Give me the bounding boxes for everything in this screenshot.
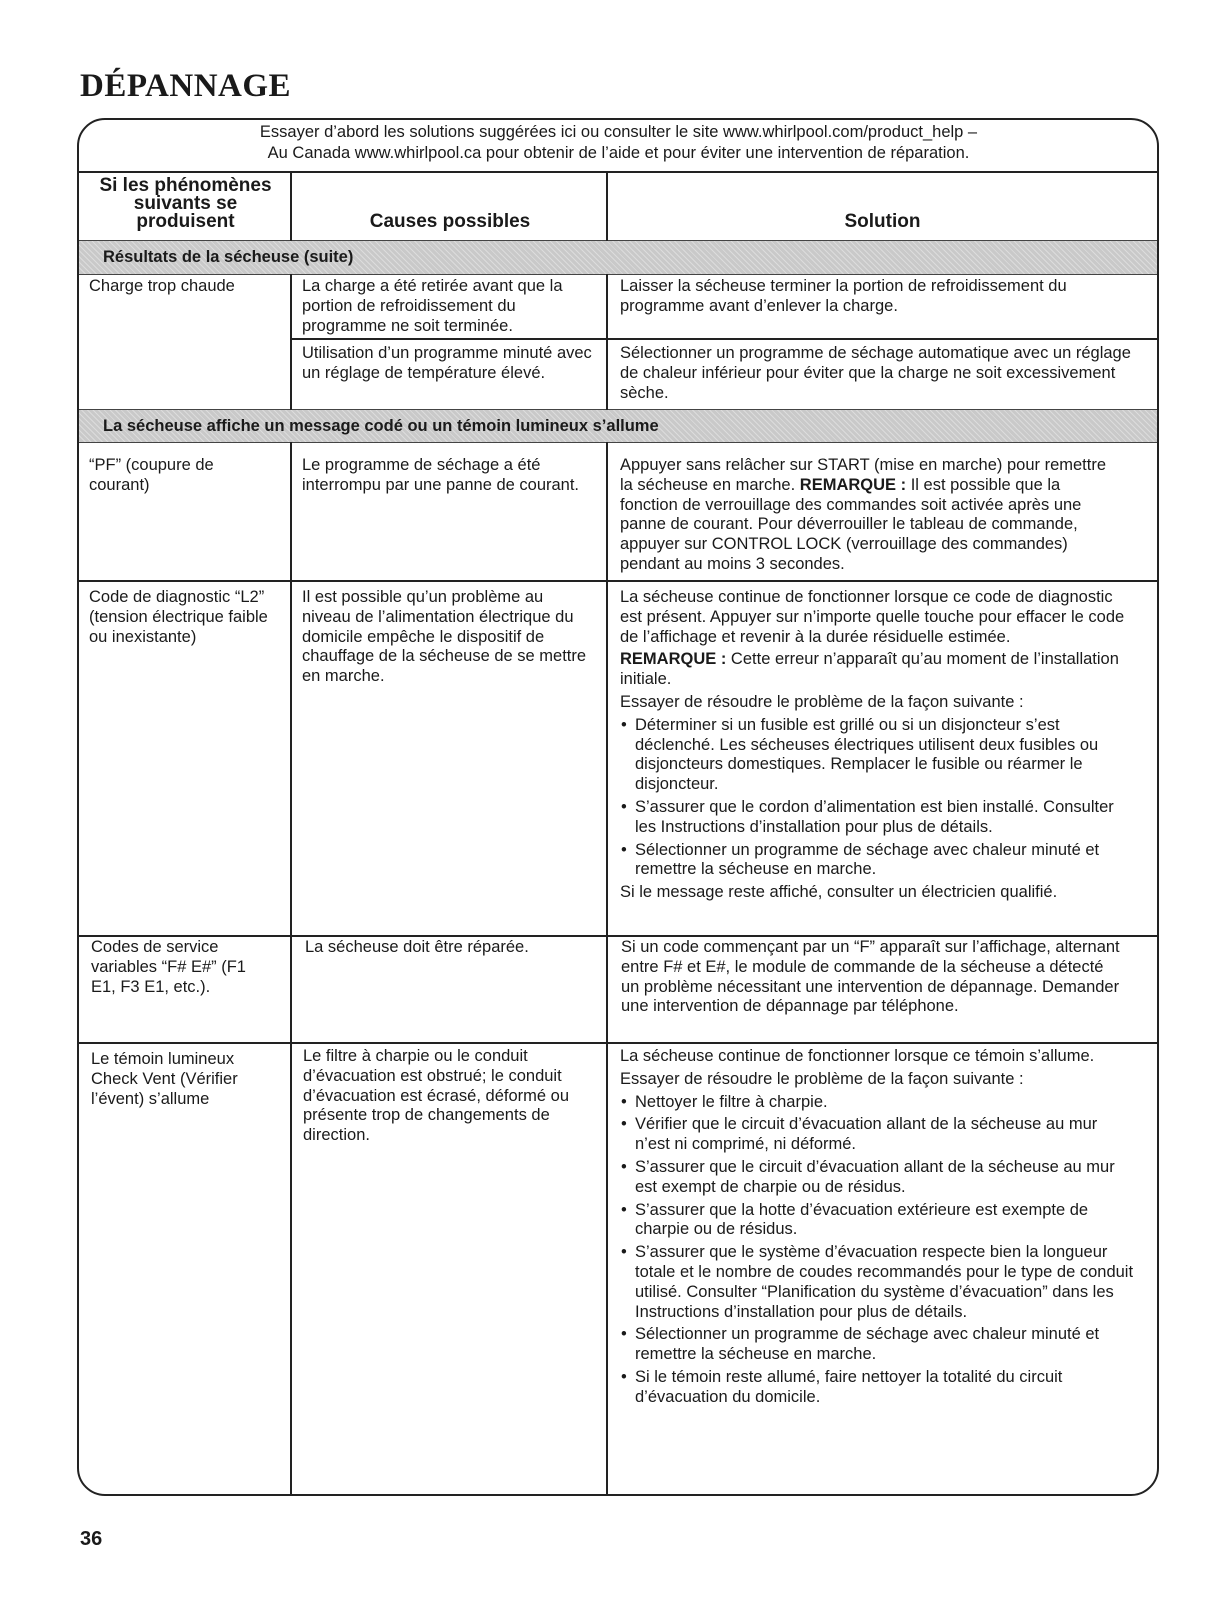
list-item: • Si le témoin reste allumé, faire nettoyer la totalité du circuit d’évacuation du domicile.	[620, 1368, 1135, 1408]
section-band	[79, 240, 1157, 275]
section-title: Résultats de la sécheuse (suite)	[103, 248, 354, 266]
solution-cell	[620, 456, 1120, 575]
cause-cell: Le programme de séchage a été interrompu par une panne de courant.	[302, 456, 580, 494]
remark-text: Cette erreur n’apparaît qu’au moment de l’installation initiale.	[620, 650, 1119, 689]
solution-cell	[620, 588, 1130, 906]
cause-cell: La sécheuse doit être réparée.	[305, 938, 529, 956]
page-title: DÉPANNAGE	[80, 68, 292, 104]
cause-cell: Le filtre à charpie ou le conduit d’évacuation est obstrué; le conduit d’évacuation est écrasé, déformé ou présente trop de changements de direction.	[303, 1047, 569, 1145]
problem-cell: Codes de service variables “F# E#” (F1 E1, F3 E1, etc.).	[91, 938, 246, 996]
header-col-problem-line: produisent	[136, 211, 235, 232]
header-col-solution: Solution	[844, 211, 921, 232]
problem-cell: Le témoin lumineux Check Vent (Vérifier l’évent) s’allume	[91, 1050, 238, 1108]
header-col-causes: Causes possibles	[369, 211, 531, 232]
solution-text: Il est possible que la fonction de verrouillage des commandes soit activée après une panne de courant. Pour déverrouiller le tableau de commande, appuyer sur CONTROL LOCK (verrouillage des commandes) pendant au moins 3 secondes.	[620, 475, 1082, 573]
list-item: • S’assurer que le circuit d’évacuation allant de la sécheuse au mur est exempt de charpie ou de résidus.	[620, 1158, 1135, 1198]
column-divider	[290, 171, 292, 241]
header-col-problem	[80, 177, 291, 231]
remark-label: REMARQUE :	[799, 475, 907, 494]
solution-cell: Sélectionner un programme de séchage automatique avec un réglage de chaleur inférieur pour éviter que la charge ne soit excessivement sèche.	[620, 344, 1131, 402]
intro-line-1: Essayer d’abord les solutions suggérées ici ou consulter le site www.whirlpool.com/product_help –	[259, 123, 978, 141]
column-divider	[606, 442, 608, 1495]
list-item: • S’assurer que le système d’évacuation respecte bien la longueur totale et le nombre de coudes recommandés pour le type de conduit utilisé. Consulter “Planification du système d’évacuation” dans les Instructions d’installation pour plus de détails.	[620, 1243, 1135, 1322]
solution-bullet-list	[620, 716, 1130, 880]
row-divider	[79, 1042, 1157, 1044]
row-divider	[79, 580, 1157, 582]
solution-cell: Laisser la sécheuse terminer la portion de refroidissement du programme avant d’enlever la charge.	[620, 277, 1067, 315]
column-divider	[606, 274, 608, 410]
list-item: • Déterminer si un fusible est grillé ou si un disjoncteur s’est déclenché. Les sécheuses électriques utilisent deux fusibles ou disjoncteurs domestiques. Remplacer le fusible ou réarmer le disjoncteur.	[620, 716, 1130, 795]
solution-cell	[620, 1047, 1135, 1411]
column-divider	[290, 274, 292, 410]
solution-paragraph: La sécheuse continue de fonctionner lorsque ce témoin s’allume.	[620, 1047, 1095, 1065]
solution-paragraph: Essayer de résoudre le problème de la façon suivante :	[620, 1069, 1024, 1088]
solution-paragraph: La sécheuse continue de fonctionner lorsque ce code de diagnostic est présent. Appuyer sur n’importe quelle touche pour effacer le code de l’affichage et revenir à la durée résiduelle estimée.	[620, 588, 1125, 646]
solution-bullet-list	[620, 1093, 1135, 1408]
cause-cell: Il est possible qu’un problème au niveau de l’alimentation électrique du domicile empêche le dispositif de chauffage de la sécheuse de se mettre en marche.	[302, 588, 587, 686]
problem-cell: Charge trop chaude	[89, 277, 235, 295]
problem-cell: “PF” (coupure de courant)	[89, 456, 214, 494]
solution-paragraph: Si le message reste affiché, consulter un électricien qualifié.	[620, 883, 1058, 902]
cause-cell: Utilisation d’un programme minuté avec un réglage de température élevé.	[302, 344, 592, 382]
cause-cell: La charge a été retirée avant que la portion de refroidissement du programme ne soit terminée.	[302, 277, 563, 335]
list-item: • S’assurer que la hotte d’évacuation extérieure est exempte de charpie ou de résidus.	[620, 1201, 1135, 1241]
list-item: • Vérifier que le circuit d’évacuation allant de la sécheuse au mur n’est ni comprimé, ni déformé.	[620, 1115, 1135, 1155]
intro-line-2: Au Canada www.whirlpool.ca pour obtenir de l’aide et pour éviter une intervention de réparation.	[267, 144, 970, 162]
list-item: • Nettoyer le filtre à charpie.	[620, 1093, 1135, 1113]
solution-paragraph	[620, 650, 1130, 690]
remark-label: REMARQUE :	[620, 650, 727, 669]
page-number: 36	[80, 1528, 103, 1550]
column-divider	[290, 442, 292, 1495]
solution-paragraph: Essayer de résoudre le problème de la façon suivante :	[620, 692, 1024, 711]
row-divider	[291, 338, 1157, 340]
row-divider	[79, 935, 1157, 937]
list-item: • S’assurer que le cordon d’alimentation est bien installé. Consulter les Instructions d’installation pour plus de détails.	[620, 798, 1130, 838]
header-col-problem-line: suivants se	[133, 193, 238, 214]
solution-cell: Si un code commençant par un “F” apparaît sur l’affichage, alternant entre F# et E#, le module de commande de la sécheuse a détecté un problème nécessitant une intervention de dépannage. Demander une intervention de dépannage par téléphone.	[621, 938, 1120, 1016]
problem-cell: Code de diagnostic “L2” (tension électrique faible ou inexistante)	[89, 588, 268, 646]
header-col-problem-line: Si les phénomènes	[99, 175, 272, 196]
section-band	[79, 409, 1157, 443]
list-item: • Sélectionner un programme de séchage avec chaleur minuté et remettre la sécheuse en marche.	[620, 1325, 1135, 1365]
solution-text: Appuyer sans relâcher sur START (mise en marche) pour remettre la sécheuse en marche.	[620, 456, 1107, 494]
section-title: La sécheuse affiche un message codé ou un témoin lumineux s’allume	[103, 417, 659, 435]
column-divider	[606, 171, 608, 241]
list-item: • Sélectionner un programme de séchage avec chaleur minuté et remettre la sécheuse en marche.	[620, 841, 1130, 881]
